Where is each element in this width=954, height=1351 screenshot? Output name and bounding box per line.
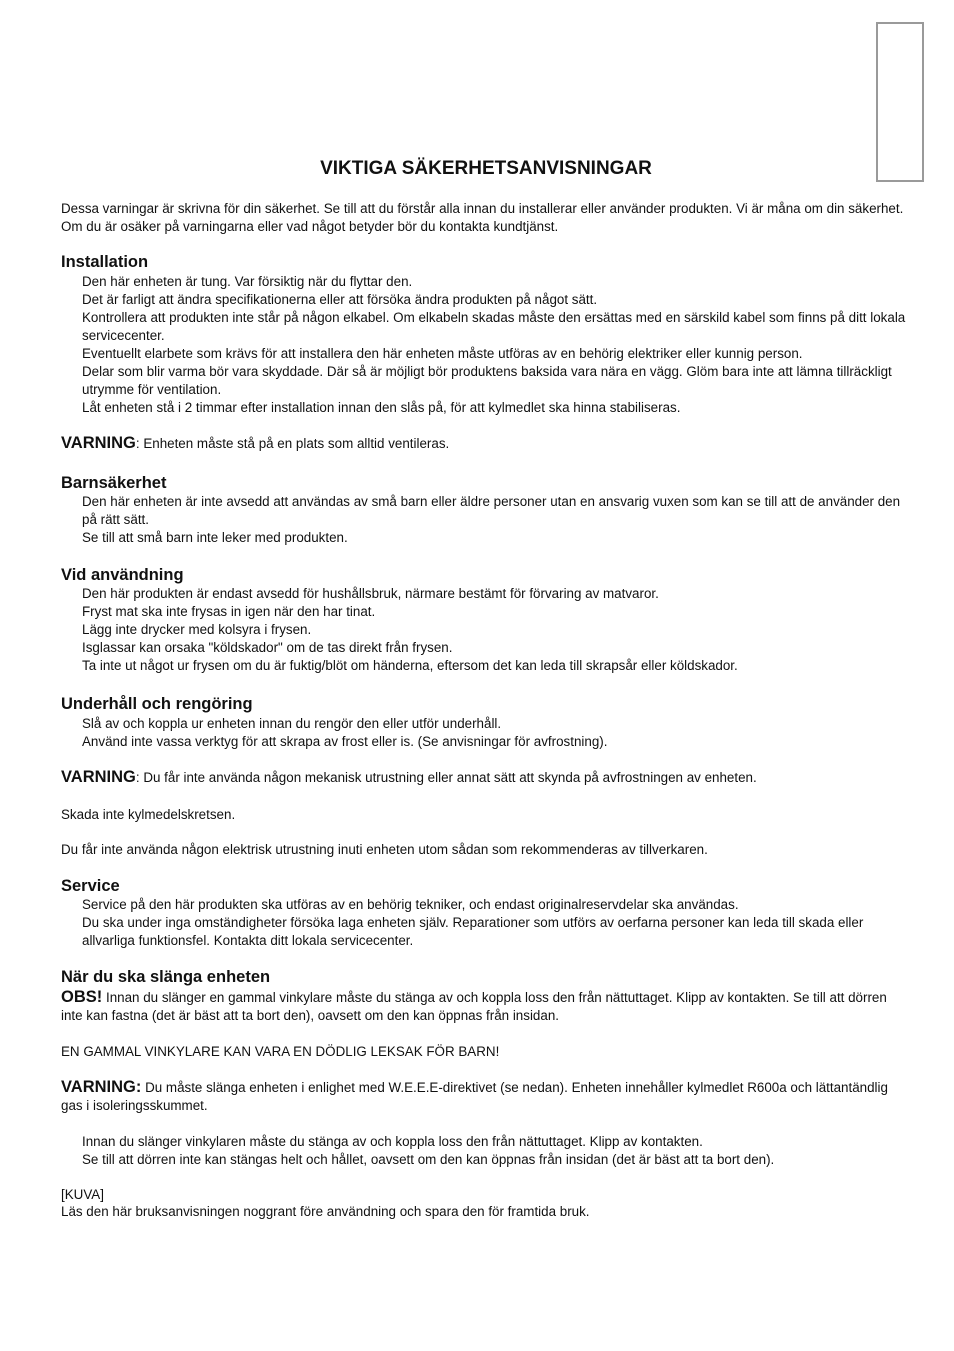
warning-text: : Enheten måste stå på en plats som alltid ventileras.: [135, 436, 450, 451]
warning-label: VARNING: [61, 434, 136, 452]
warning-text: Du måste slänga enheten i enlighet med W.E.E.E-direktivet (se nedan). Enheten innehåller kylmedlet R600a och lättantändlig gas i isoleringsskummet.: [61, 1080, 888, 1113]
obs-text: Innan du slänger en gammal vinkylare måste du stänga av och koppla loss den från nättuttaget. Klipp av kontakten. Se till att dörren inte kan fastna (det är bäst att ta bort den), oavsett om den kan öppnas från insidan.: [61, 990, 887, 1023]
service-item: Du ska under inga omständigheter försöka laga enheten själv. Reparationer som utförs av oerfarna personer kan leda till skada eller allvarliga funktionsfel. Kontakta ditt lokala servicecenter.: [82, 915, 864, 948]
closing-note: Läs den här bruksanvisningen noggrant före användning och spara den för framtida bruk.: [61, 1204, 590, 1219]
warning-text: : Du får inte använda någon mekanisk utrustning eller annat sätt att skynda på avfrostningen av enheten.: [135, 770, 757, 785]
obs-label: OBS!: [61, 988, 103, 1006]
usage-heading: Vid användning: [61, 566, 184, 584]
warning-defrost: [61, 768, 906, 787]
installation-item: Eventuellt elarbete som krävs för att installera den här enheten måste utföras av en behörig elektriker eller kunnig person.: [82, 346, 803, 361]
disposal-heading: När du ska slänga enheten: [61, 968, 271, 986]
usage-item: Den här produkten är endast avsedd för hushållsbruk, närmare bestämt för förvaring av matvaror.: [82, 586, 659, 601]
usage-item: Fryst mat ska inte frysas in igen när den har tinat.: [82, 604, 376, 619]
maintenance-heading: Underhåll och rengöring: [61, 695, 253, 713]
child-safety-item: Se till att små barn inte leker med produkten.: [82, 530, 348, 545]
child-safety-item: Den här enheten är inte avsedd att användas av små barn eller äldre personer utan en ansvarig vuxen som kan se till att de använder den på rätt sätt.: [82, 494, 901, 527]
warning-label: VARNING:: [61, 1078, 142, 1096]
final-item: Innan du slänger vinkylaren måste du stänga av och koppla loss den från nättuttaget. Klipp av kontakten.: [82, 1134, 703, 1149]
service-heading: Service: [61, 877, 120, 895]
note-electrical-equipment: Du får inte använda någon elektrisk utrustning inuti enheten utom sådan som rekommenderas av tillverkaren.: [61, 842, 708, 857]
usage-item: Ta inte ut något ur frysen om du är fuktig/blöt om händerna, eftersom det kan leda till skrapsår eller köldskador.: [82, 658, 738, 673]
installation-item: Den här enheten är tung. Var försiktig när du flyttar den.: [82, 274, 413, 289]
note-refrigerant-circuit: Skada inte kylmedelskretsen.: [61, 807, 236, 822]
warning-ventilation: [61, 434, 906, 453]
installation-heading: Installation: [61, 253, 149, 271]
maintenance-item: Använd inte vassa verktyg för att skrapa av frost eller is. (Se anvisningar för avfrostning).: [82, 734, 608, 749]
disposal-obs-paragraph: [61, 988, 906, 1025]
installation-item: Delar som blir varma bör vara skyddade. Där så är möjligt bör produktens baksida vara nära en vägg. Glöm bara inte att lämna tillräckligt utrymme för ventilation.: [82, 364, 892, 397]
image-placeholder: [KUVA]: [61, 1187, 104, 1202]
warning-label: VARNING: [61, 768, 136, 786]
caps-warning: EN GAMMAL VINKYLARE KAN VARA EN DÖDLIG LEKSAK FÖR BARN!: [61, 1044, 500, 1059]
child-safety-heading: Barnsäkerhet: [61, 474, 167, 492]
final-item: Se till att dörren inte kan stängas helt och hållet, oavsett om den kan öppnas från insidan (det är bäst att ta bort den).: [82, 1152, 775, 1167]
warning-weee: [61, 1078, 906, 1115]
page-title: VIKTIGA SÄKERHETSANVISNINGAR: [320, 158, 652, 179]
usage-item: Lägg inte drycker med kolsyra i frysen.: [82, 622, 312, 637]
maintenance-item: Slå av och koppla ur enheten innan du rengör den eller utför underhåll.: [82, 716, 502, 731]
installation-item: Låt enheten stå i 2 timmar efter installation innan den slås på, för att kylmedlet ska hinna stabiliseras.: [82, 400, 681, 415]
intro-paragraph: Dessa varningar är skrivna för din säkerhet. Se till att du förstår alla innan du installerar eller använder produkten. Vi är måna om din säkerhet. Om du är osäker på varningarna eller vad något betyder bör du kontakta kundtjänst.: [61, 201, 904, 234]
installation-item: Det är farligt att ändra specifikationerna eller att försöka ändra produkten på något sätt.: [82, 292, 598, 307]
usage-item: Isglassar kan orsaka "köldskador" om de tas direkt från frysen.: [82, 640, 453, 655]
service-item: Service på den här produkten ska utföras av en behörig tekniker, och endast originalreservdelar ska användas.: [82, 897, 739, 912]
installation-item: Kontrollera att produkten inte står på någon elkabel. Om elkabeln skadas måste den ersättas med en särskild kabel som finns på ditt lokala servicecenter.: [82, 310, 906, 343]
